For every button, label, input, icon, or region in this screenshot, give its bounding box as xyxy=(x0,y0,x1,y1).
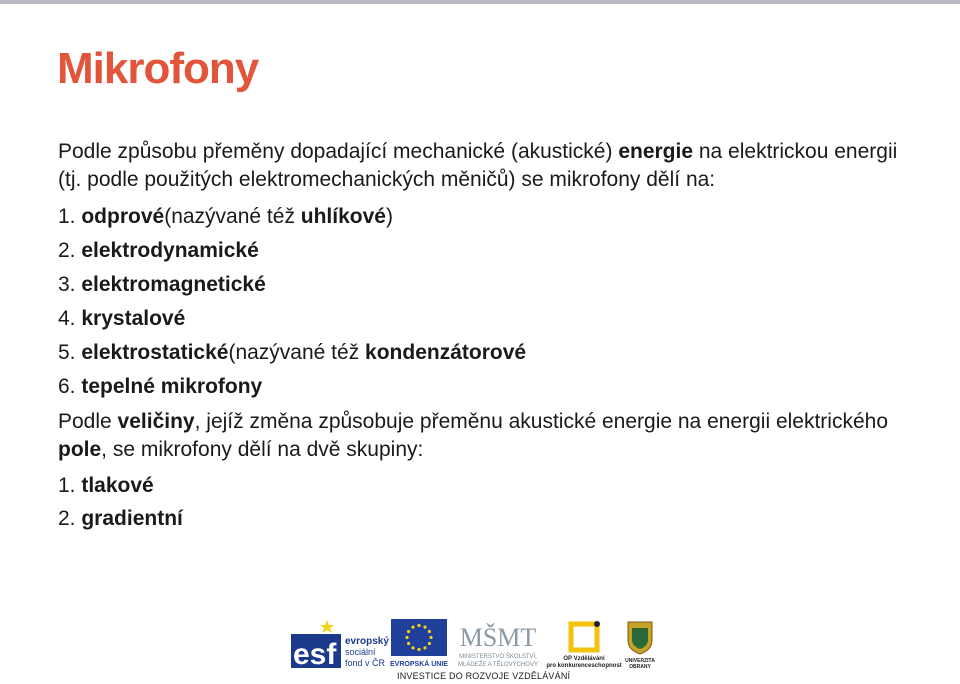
intro-paragraph xyxy=(58,138,918,194)
eu-star-icon xyxy=(428,630,431,633)
list-item: 2. elektrodynamické xyxy=(58,239,259,262)
eu-star-icon xyxy=(423,646,426,649)
op-logo xyxy=(546,616,622,670)
eu-star-icon xyxy=(405,636,408,639)
footer-text: INVESTICE DO ROZVOJE VZDĚLÁVÁNÍ xyxy=(397,671,571,681)
slide-body xyxy=(58,138,918,535)
eu-star-icon xyxy=(411,646,414,649)
slide-title: Mikrofony xyxy=(57,44,259,93)
svg-text:MINISTERSTVO ŠKOLSTVÍ,: MINISTERSTVO ŠKOLSTVÍ, xyxy=(459,654,537,660)
list-item: 1. tlakové xyxy=(58,474,154,497)
svg-text:MŠMT: MŠMT xyxy=(459,623,537,652)
eu-star-icon xyxy=(407,642,410,645)
uo-logo xyxy=(620,616,660,670)
svg-text:MLÁDEŽE A TĚLOVÝCHOVY: MLÁDEŽE A TĚLOVÝCHOVY xyxy=(458,662,538,668)
eu-star-icon xyxy=(429,636,432,639)
svg-text:OP Vzdělávání: OP Vzdělávání xyxy=(563,656,605,662)
eu-star-icon xyxy=(417,624,420,627)
list-item: 5. elektrostatické(nazývané též kondenzátorové xyxy=(58,341,527,364)
second-paragraph: Podle veličiny, jejíž změna způsobuje přeměnu akustické energie na energii elektrického pole, se mikrofony dělí na dvě skupiny: xyxy=(58,410,888,461)
eu-star-icon xyxy=(428,642,431,645)
svg-text:pro konkurenceschopnost: pro konkurenceschopnost xyxy=(546,663,622,669)
eu-star-icon xyxy=(423,626,426,629)
list-item: 1. odprové(nazývané též uhlíkové) xyxy=(58,205,393,228)
eu-star-icon xyxy=(411,626,414,629)
top-border xyxy=(0,0,960,4)
eu-star-icon xyxy=(407,630,410,633)
esf-logo xyxy=(289,618,389,671)
svg-text:fond v ČR: fond v ČR xyxy=(345,658,386,668)
list-item: 3. elektromagnetické xyxy=(58,273,266,296)
svg-text:UNIVERZITA: UNIVERZITA xyxy=(625,658,655,664)
svg-text:esf: esf xyxy=(293,638,337,671)
eu-star-icon xyxy=(417,648,420,651)
intro-bold: energie xyxy=(618,140,694,163)
svg-text:EVROPSKÁ UNIE: EVROPSKÁ UNIE xyxy=(390,661,448,668)
eu-flag-logo xyxy=(390,618,448,670)
intro-text-end: na elektrickou energii (tj. podle použitých elektromechanických měničů) se mikrofony dělí na: xyxy=(58,140,898,191)
svg-text:evropský: evropský xyxy=(345,636,389,647)
msmt-logo xyxy=(450,616,546,670)
intro-text: Podle způsobu přeměny dopadající mechanické (akustické) xyxy=(58,140,619,163)
list-item: 6. tepelné mikrofony xyxy=(58,375,263,398)
list-item: 4. krystalové xyxy=(58,307,186,330)
list-item: 2. gradientní xyxy=(58,507,183,530)
svg-text:OBRANY: OBRANY xyxy=(629,664,651,670)
svg-text:sociální: sociální xyxy=(345,647,376,657)
